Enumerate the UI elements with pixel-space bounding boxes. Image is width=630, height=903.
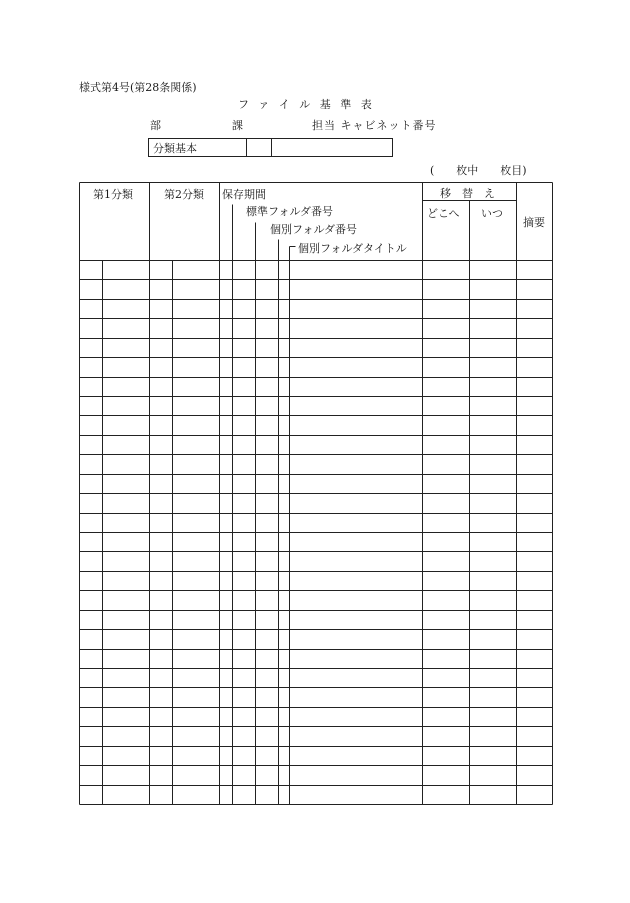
header-individual-folder-title: 個別フォルダタイトル — [298, 242, 407, 255]
header-transfer: 移 替 え — [440, 187, 495, 200]
header-transfer-when: いつ — [481, 207, 503, 220]
table-grid — [79, 182, 553, 805]
header-transfer-where: どこへ — [427, 207, 460, 220]
sheet-count: ( 枚中 枚目) — [430, 164, 527, 177]
classification-basis-divider-1 — [246, 139, 247, 156]
form-number: 様式第4号(第28条関係) — [79, 81, 197, 94]
header-retention-period: 保存期間 — [222, 188, 266, 201]
classification-basis-divider-2 — [271, 139, 272, 156]
classification-basis-label: 分類基本 — [153, 142, 197, 155]
document-title: ファイル基準表 — [238, 98, 382, 111]
header-individual-folder-number: 個別フォルダ番号 — [270, 223, 358, 236]
header-summary: 摘要 — [523, 216, 545, 229]
header-first-classification: 第1分類 — [93, 188, 133, 201]
header-standard-folder-number: 標準フォルダ番号 — [246, 205, 334, 218]
label-cabinet-number: 担当 キャビネット番号 — [312, 119, 437, 132]
label-section: 課 — [232, 119, 243, 132]
label-department: 部 — [150, 119, 161, 132]
file-standard-table — [79, 182, 553, 805]
header-second-classification: 第2分類 — [164, 188, 204, 201]
